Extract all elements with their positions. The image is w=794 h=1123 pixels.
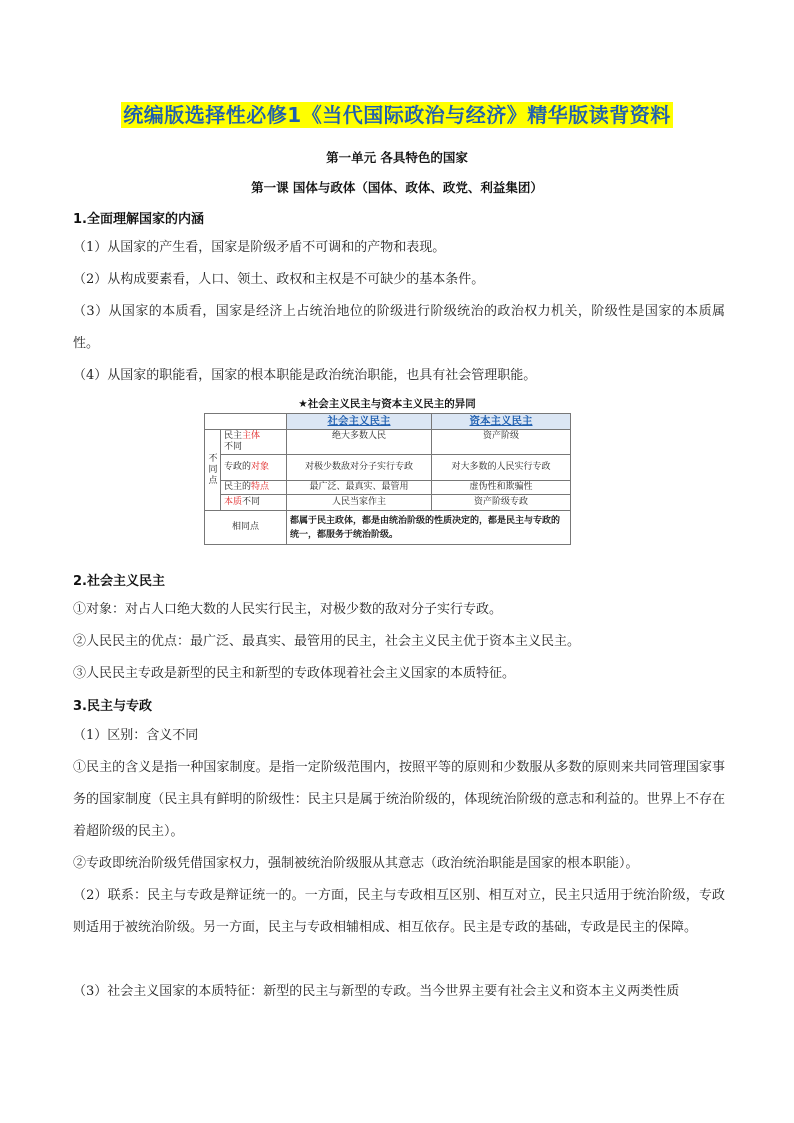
lesson-title: 第一课 国体与政体（国体、政体、政党、利益集团）	[251, 180, 543, 195]
document-title: 统编版选择性必修1《当代国际政治与经济》精华版读背资料	[123, 103, 671, 127]
cell-capitalist-essence: 资产阶级专政	[432, 495, 571, 511]
table-row	[205, 430, 571, 455]
row-label-essence: 本质不同	[221, 495, 287, 511]
row-label-object: 专政的对象	[221, 455, 287, 481]
section3-heading: 3.民主与专政	[73, 699, 152, 714]
section2-line-3: ③人民民主专政是新型的民主和新型的专政体现着社会主义国家的本质特征。	[73, 666, 516, 681]
cell-socialist-object: 对极少数敌对分子实行专政	[287, 455, 432, 481]
diff-label: 不同点	[205, 430, 221, 511]
section1-line-1: （1）从国家的产生看，国家是阶级矛盾不可调和的产物和表现。	[73, 240, 446, 255]
table-header-blank	[205, 414, 287, 430]
cell-capitalist-subject: 资产阶级	[432, 430, 571, 455]
section1-line-4: （4）从国家的职能看，国家的根本职能是政治统治职能，也具有社会管理职能。	[73, 368, 537, 383]
same-text: 都属于民主政体，都是由统治阶级的性质决定的，都是民主与专政的统一，都服务于统治阶级。	[287, 511, 571, 545]
same-label: 相同点	[205, 511, 287, 545]
cell-capitalist-object: 对大多数的人民实行专政	[432, 455, 571, 481]
cell-socialist-feature: 最广泛、最真实、最管用	[287, 481, 432, 495]
table-row	[205, 495, 571, 511]
document-title-wrap	[0, 102, 794, 128]
table-row	[205, 455, 571, 481]
section2-line-1: ①对象：对占人口绝大数的人民实行民主，对极少数的敌对分子实行专政。	[73, 602, 503, 617]
cell-socialist-subject: 绝大多数人民	[287, 430, 432, 455]
row-label-feature: 民主的特点	[221, 481, 287, 495]
section3-para-1: ①民主的含义是指一种国家制度。是指一定阶级范围内，按照平等的原则和少数服从多数的原则来共同管理国家事务的国家制度（民主具有鲜明的阶级性：民主只是属于统治阶级的，体现统治阶级的意志和利益的。世界上不存在着超阶级的民主）。	[73, 760, 725, 839]
comparison-table	[204, 413, 571, 545]
table-row	[205, 481, 571, 495]
comparison-table-figure	[204, 395, 570, 547]
section1-line-3: （3）从国家的本质看，国家是经济上占统治地位的阶级进行阶级统治的政治权力机关，阶级性是国家的本质属性。	[73, 304, 725, 351]
section3-sub1: （1）区别：含义不同	[73, 728, 199, 743]
section3-para-4: （3）社会主义国家的本质特征：新型的民主与新型的专政。当今世界主要有社会主义和资本主义两类性质	[73, 984, 680, 999]
section1-heading: 1.全面理解国家的内涵	[73, 212, 204, 227]
table-header-socialist: 社会主义民主	[287, 414, 432, 430]
section2-line-2: ②人民民主的优点：最广泛、最真实、最管用的民主，社会主义民主优于资本主义民主。	[73, 634, 581, 649]
section1-line-2: （2）从构成要素看，人口、领土、政权和主权是不可缺少的基本条件。	[73, 272, 485, 287]
comparison-table-title: ★社会主义民主与资本主义民主的异同	[298, 398, 476, 410]
section2-heading: 2.社会主义民主	[73, 574, 165, 589]
section3-para-2: ②专政即统治阶级凭借国家权力，强制被统治阶级服从其意志（政治统治职能是国家的根本职能）。	[73, 856, 639, 871]
table-header-capitalist: 资本主义民主	[432, 414, 571, 430]
unit-title: 第一单元 各具特色的国家	[326, 150, 468, 165]
cell-socialist-essence: 人民当家作主	[287, 495, 432, 511]
row-label-subject: 民主主体 不同	[221, 430, 287, 455]
cell-capitalist-feature: 虚伪性和欺骗性	[432, 481, 571, 495]
section3-para-3: （2）联系：民主与专政是辩证统一的。一方面，民主与专政相互区别、相互对立，民主只适用于统治阶级，专政则适用于被统治阶级。另一方面，民主与专政相辅相成、相互依存。民主是专政的基础，专政是民主的保障。	[73, 888, 725, 935]
table-header-row	[205, 414, 571, 430]
table-row	[205, 511, 571, 545]
